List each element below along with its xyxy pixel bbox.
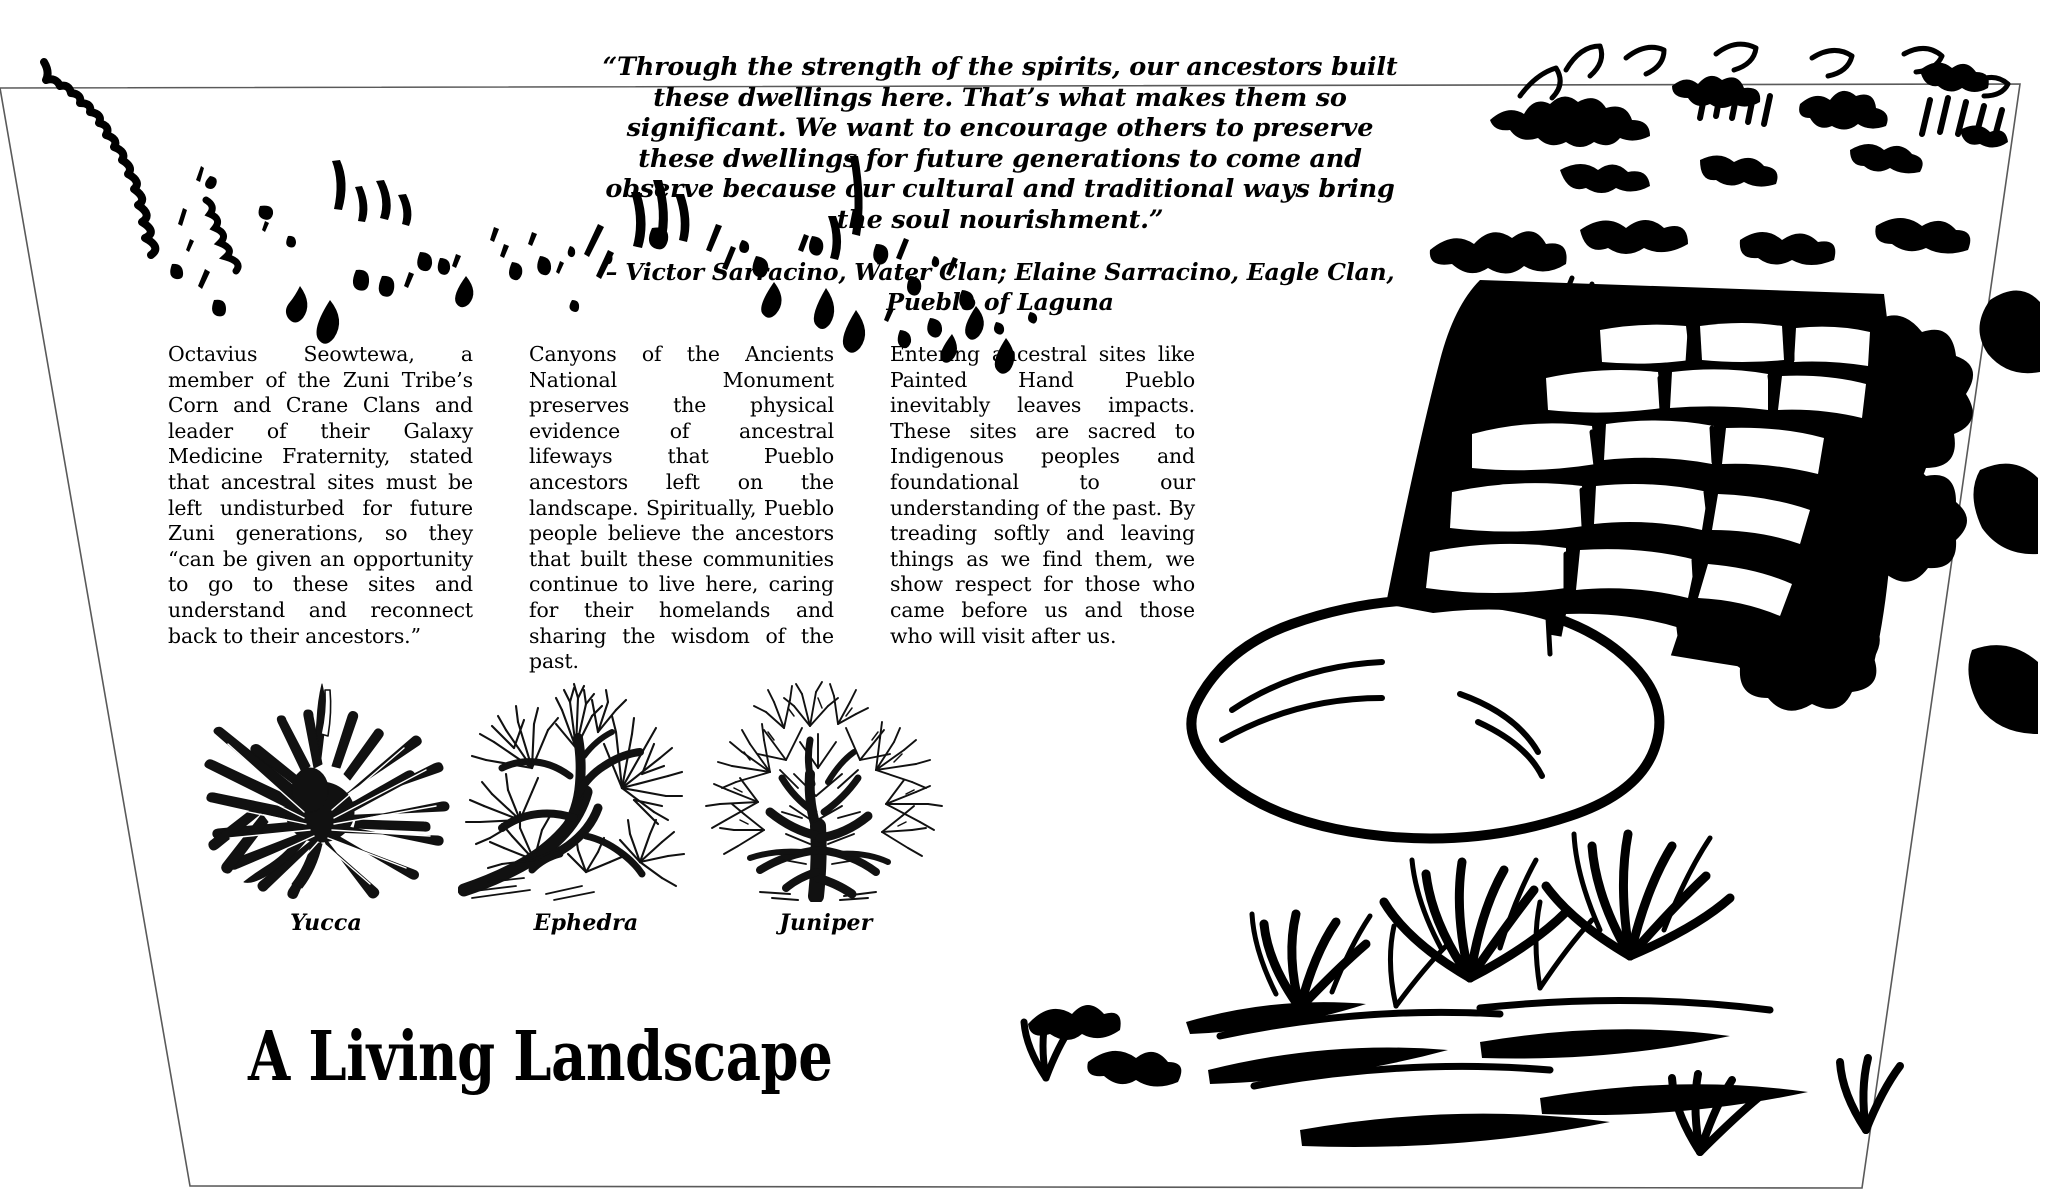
page-title: A Living Landscape xyxy=(248,1017,833,1097)
plant-label-yucca: Yucca xyxy=(290,910,362,936)
column-3-paragraph: Entering ancestral sites like Painted Hand Pueblo inevitably leaves impacts. These sites are sacred to Indigenous peoples and foundational to our understanding of the past. By treading softly and leaving things as we find them, we show respect for those who came before us and those who will visit after us. xyxy=(890,342,1195,648)
quote-attribution: – Victor Sarracino, Water Clan; Elaine Sarracino, Eagle Clan, Pueblo of Laguna xyxy=(605,258,1395,316)
quote-text: “Through the strength of the spirits, our ancestors built these dwellings here. That’s what makes them so significant. We want to encourage others to preserve these dwellings for future generations to come and observe because our cultural and traditional ways bring the soul nourishment.” xyxy=(602,52,1398,235)
plant-label-juniper: Juniper xyxy=(779,910,873,936)
plant-label-ephedra: Ephedra xyxy=(533,910,639,936)
column-1-paragraph: Octavius Seowtewa, a member of the Zuni Tribe’s Corn and Crane Clans and leader of their Galaxy Medicine Fraternity, stated that ancestral sites must be left undisturbed for future Zuni generations, so they “can be given an opportunity to go to these sites and understand and reconnect back to their ancestors.” xyxy=(168,342,473,648)
column-2-paragraph: Canyons of the Ancients National Monument preserves the physical evidence of ancestral lifeways that Pueblo ancestors left on the landscape. Spiritually, Pueblo people believe the ancestors that built these communities continue to live here, caring for their homelands and sharing the wisdom of the past. xyxy=(529,342,834,674)
